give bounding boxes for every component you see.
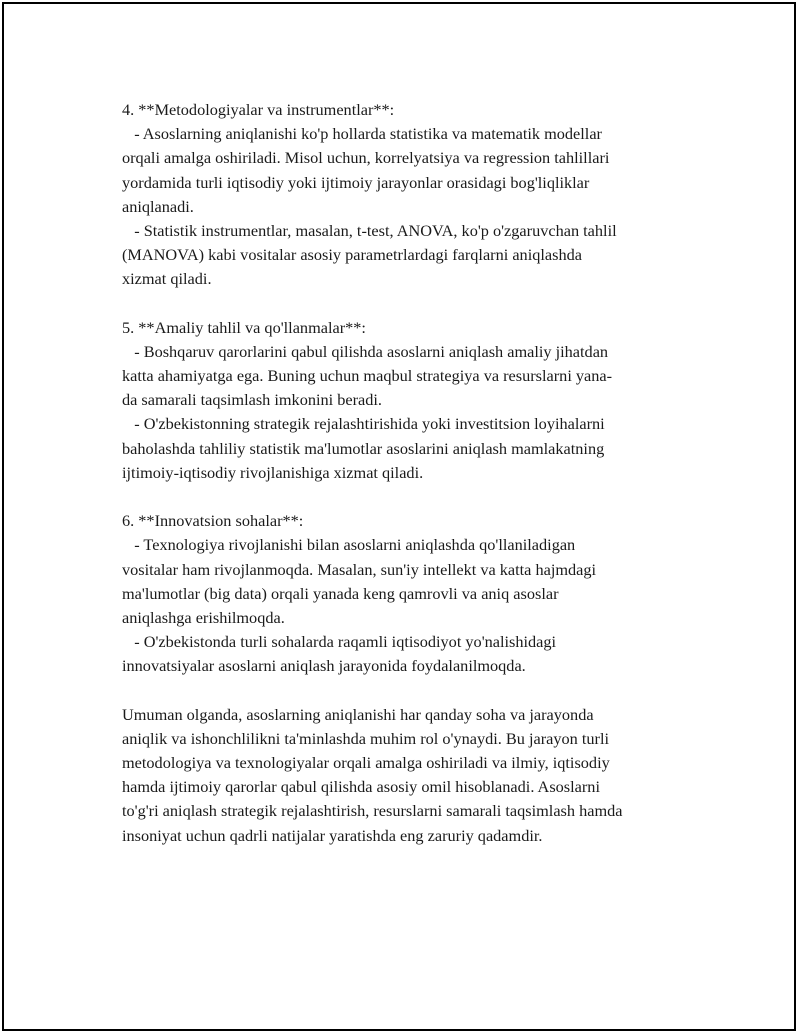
text-line: vositalar ham rivojlanmoqda. Masalan, sun'iy intellekt va katta hajmdagi [122, 559, 597, 579]
text-line: - Asoslarning aniqlanishi ko'p hollarda statistika va matematik modellar [122, 124, 602, 144]
text-line: da samarali taqsimlash imkonini beradi. [122, 390, 382, 410]
document-body [122, 98, 702, 848]
text-line: Umuman olganda, asoslarning aniqlanishi har qanday soha va jarayonda [122, 704, 594, 724]
text-line: insoniyat uchun qadrli natijalar yaratishda eng zaruriy qadamdir. [122, 825, 543, 845]
text-line: - O'zbekistonning strategik rejalashtirishida yoki investitsion loyihalarni [122, 414, 605, 434]
section-heading: 4. **Metodologiyalar va instrumentlar**: [122, 100, 395, 119]
section-heading: 5. **Amaliy tahlil va qo'llanmalar**: [122, 317, 366, 337]
paragraph-gap [122, 292, 702, 316]
section-heading: 6. **Innovatsion sohalar**: [122, 511, 304, 531]
text-line: yordamida turli iqtisodiy yoki ijtimoiy jarayonlar orasidagi bog'liqliklar [122, 172, 590, 192]
text-line: - O'zbekistonda turli sohalarda raqamli iqtisodiyot yo'nalishidagi [122, 632, 557, 652]
page-frame [2, 2, 796, 1031]
text-line: baholashda tahliliy statistik ma'lumotlar asoslarini aniqlash mamlakatning [122, 438, 605, 458]
text-line: orqali amalga oshiriladi. Misol uchun, korrelyatsiya va regression tahlillari [122, 148, 610, 168]
text-line: - Statistik instrumentlar, masalan, t-test, ANOVA, ko'p o'zgaruvchan tahlil [122, 220, 617, 240]
text-line: hamda ijtimoiy qarorlar qabul qilishda asosiy omil hisoblanadi. Asoslarni [122, 777, 600, 797]
text-line: aniqlik va ishonchlilikni ta'minlashda muhim rol o'ynaydi. Bu jarayon turli [122, 728, 609, 748]
text-line: aniqlashga erishilmoqda. [122, 607, 285, 627]
text-line: ijtimoiy-iqtisodiy rivojlanishiga xizmat qiladi. [122, 462, 424, 482]
paragraph-gap [122, 485, 702, 509]
text-line: metodologiya va texnologiyalar orqali amalga oshiriladi va ilmiy, iqtisodiy [122, 753, 610, 773]
conclusion-paragraph [122, 703, 702, 848]
text-line: katta ahamiyatga ega. Buning uchun maqbul strategiya va resurslarni yana- [122, 366, 613, 386]
text-line: ma'lumotlar (big data) orqali yanada keng qamrovli va aniq asoslar [122, 583, 559, 603]
text-line: aniqlanadi. [122, 196, 194, 216]
text-line: - Boshqaruv qarorlarini qabul qilishda asoslarni aniqlash amaliy jihatdan [122, 341, 609, 361]
section-innovation [122, 509, 702, 678]
paragraph-gap [122, 679, 702, 703]
text-line: to'g'ri aniqlash strategik rejalashtirish, resurslarni samarali taqsimlash hamda [122, 801, 623, 821]
section-applied-analysis [122, 316, 702, 485]
section-methodologies [122, 98, 702, 292]
text-line: innovatsiyalar asoslarni aniqlash jarayonida foydalanilmoqda. [122, 656, 526, 676]
text-line: (MANOVA) kabi vositalar asosiy parametrlardagi farqlarni aniqlashda [122, 245, 582, 265]
text-line: xizmat qiladi. [122, 269, 212, 289]
text-line: - Texnologiya rivojlanishi bilan asoslarni aniqlashda qo'llaniladigan [122, 535, 576, 555]
